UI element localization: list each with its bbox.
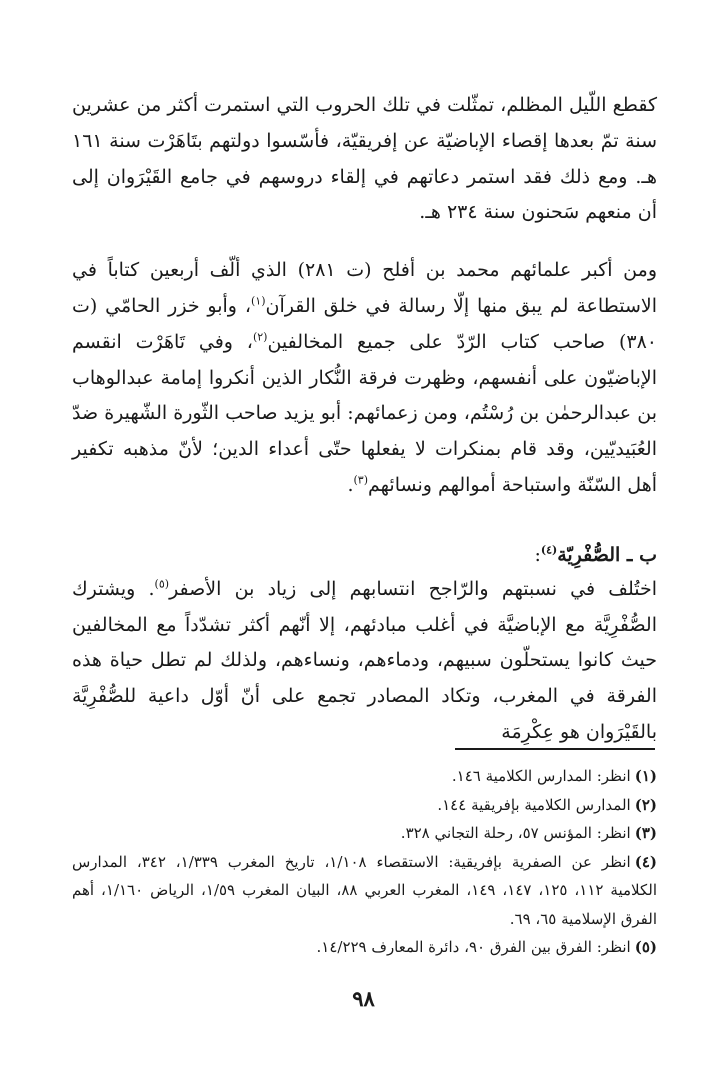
paragraph-3 <box>72 572 657 751</box>
paragraph-3-text-a: اختُلف في نسبتهم والرّاجح انتسابهم إلى زياد بن الأصفر <box>169 577 657 600</box>
footnote-4 <box>72 848 657 934</box>
footnote-4-number: (٤) <box>634 852 657 871</box>
footnote-ref-3[interactable]: (٣) <box>353 473 369 487</box>
footnote-1 <box>72 762 657 791</box>
page-number: ٩٨ <box>352 986 375 1011</box>
footnote-ref-1[interactable]: (١) <box>250 294 266 308</box>
footnote-1-number: (١) <box>634 767 657 785</box>
footnote-1-text: انظر: المدارس الكلامية ١٤٦. <box>451 767 631 785</box>
section-heading-colon: : <box>534 543 541 566</box>
paragraph-2-text-a: ومن أكبر علمائهم محمد بن أفلح (ت ٢٨١) الذي ألّف أربعين كتاباً في الاستطاعة لم يبق منها إلّا رسالة في خلق القرآن <box>72 259 658 317</box>
main-text <box>72 88 657 751</box>
footnote-ref-2[interactable]: (٢) <box>252 330 268 344</box>
footnote-4-text: انظر عن الصفرية بإفريقية: الاستقصاء ١/١٠٨، تاريخ المغرب ١/٣٣٩، ٣٤٢، المدارس الكلامية ١١٢، ١٢٥، ١٤٧، ١٤٩، المغرب العربي ٨٨، البيان المغرب ١/٥٩، الرياض ١/١٦٠، أهم الفرق الإسلامية ٦٥، ٦٩. <box>72 852 657 928</box>
paragraph-1-text: كقطع اللّيل المظلم، تمثّلت في تلك الحروب التي استمرت أكثر من عشرين سنة تمّ بعدها إقصاء الإباضيّة عن إفريقيّة، فأسّسوا دولتهم بتَاهَرْت سنة ١٦١ هـ. ومع ذلك فقد استمر دعاتهم في إلقاء دروسهم في جامع القَيْرَوان إلى أن منعهم سَحنون سنة ٢٣٤ هـ. <box>72 94 657 224</box>
footnotes <box>72 762 657 962</box>
footnote-3-number: (٣) <box>634 824 657 842</box>
paragraph-3-text-b: . ويشترك الصُّفْرِيَّة مع الإباضيَّة في أغلب مبادئهم، إلا أنّهم أكثر تشدّداً مع المخالفين حيث كانوا يستحلّون سبيهم، ودماءهم، ونساءهم، ولذلك لم تطل حياة هذه الفرقة في المغرب، وتكاد المصادر تجمع على أنّ أوّل داعية للصُّفْرِيَّة بالقَيْرَوان هو عِكْرِمَة <box>72 577 657 743</box>
section-heading-label: ب ـ الصُّفْرِيّة <box>557 543 657 566</box>
paragraph-2 <box>72 253 657 504</box>
footnote-3 <box>72 819 657 848</box>
footnote-ref-4[interactable]: (٤) <box>540 543 558 557</box>
footnote-5-text: انظر: الفرق بين الفرق ٩٠، دائرة المعارف ١٤/٢٢٩. <box>316 938 631 956</box>
footnote-ref-5[interactable]: (٥) <box>154 577 170 591</box>
footnote-5-number: (٥) <box>634 938 657 956</box>
footnote-2-number: (٢) <box>634 795 657 814</box>
paragraph-2-text-b: ، وأبو خزر الحامّي (ت ٣٨٠) صاحب كتاب الرّدّ على جميع المخالفين <box>72 294 657 353</box>
footnote-3-text: انظر: المؤنس ٥٧، رحلة التجاني ٣٢٨. <box>400 824 631 842</box>
footnote-2 <box>72 791 657 820</box>
footnote-5 <box>72 933 657 962</box>
paragraph-1 <box>72 88 657 231</box>
paragraph-2-text-c: ، وفي تَاهَرْت انقسم الإباضيّون على أنفسهم، وظهرت فرقة النُّكار الذين أنكروا إمامة عبدالوهاب بن عبدالرحمٰن بن رُسْتُم، ومن زعمائهم: أبو يزيد صاحب الثّورة الشّهيرة ضدّ العُبَيديّين، وقد قام بمنكرات لا يفعلها حتّى أعداء الدين؛ لأنّ مذهبه تكفير أهل السّنّة واستباحة أموالهم ونسائهم <box>72 330 657 496</box>
section-heading <box>72 538 657 572</box>
paragraph-2-end: . <box>347 473 354 496</box>
footnote-2-text: المدارس الكلامية بإفريقية ١٤٤. <box>437 795 631 814</box>
footnote-divider <box>455 748 655 750</box>
